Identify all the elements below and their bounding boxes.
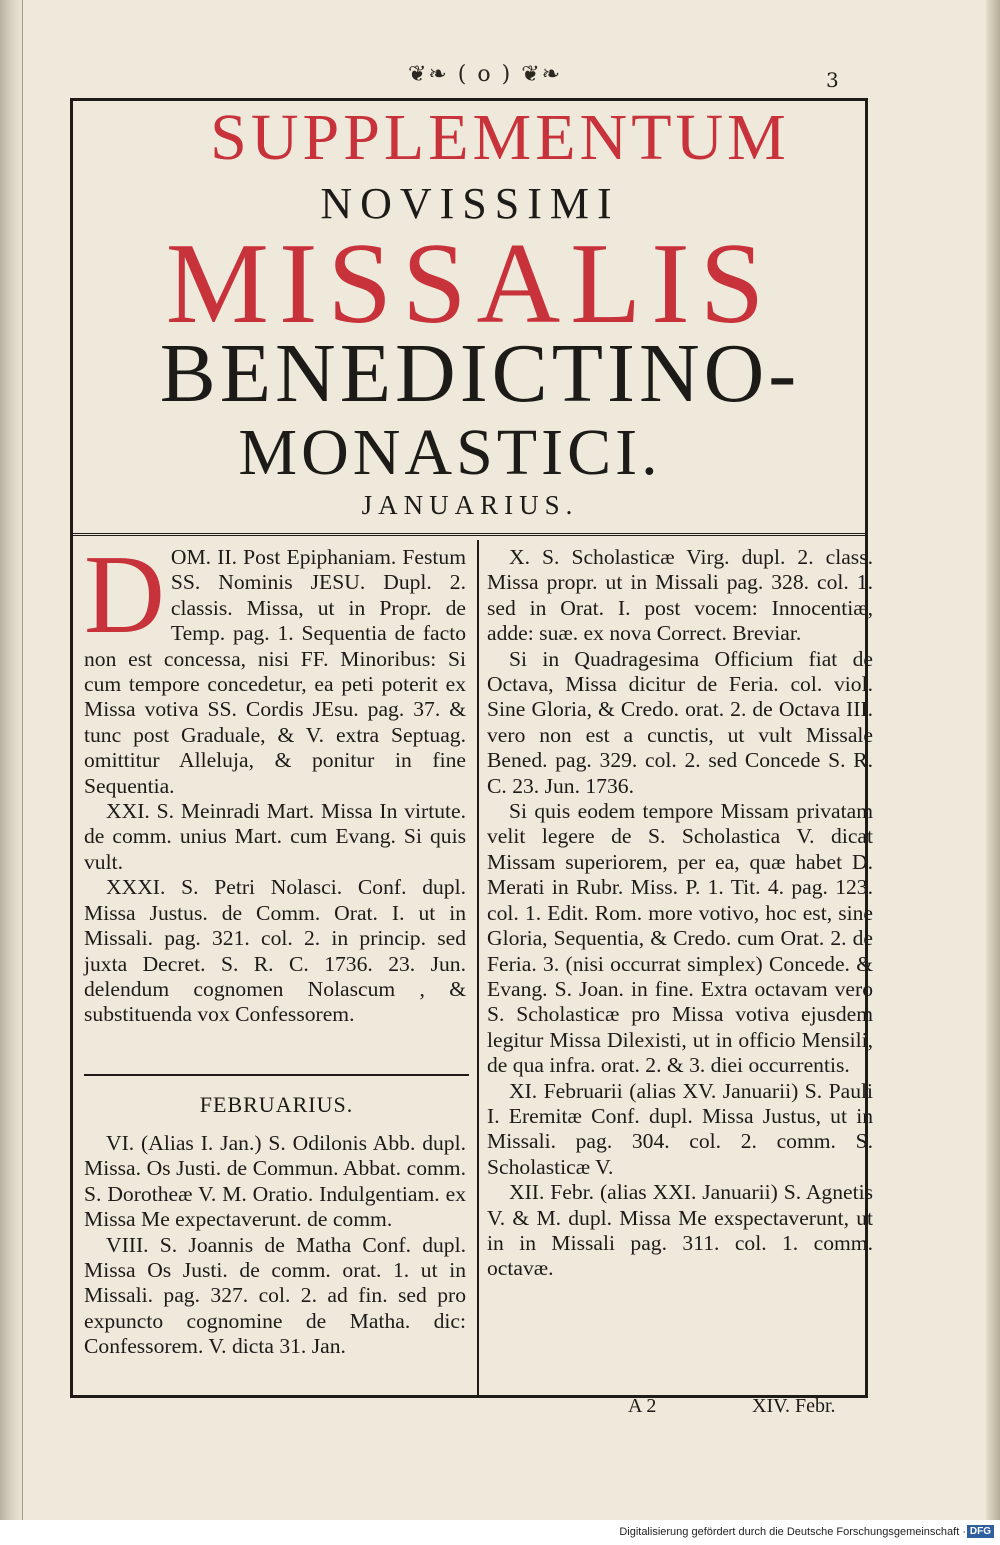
entry-meinradi: XXI. S. Meinradi Mart. Missa In virtute. de comm. unius Mart. cum Evang. Si quis vult. [84,799,466,874]
title-supplementum: SUPPLEMENTUM [210,101,790,174]
entry-agnetis: XII. Febr. (alias XXI. Januarii) S. Agnetis V. & M. dupl. Missa Me exspectaverunt, ut in in Missali pag. 311. col. 1. comm. octavæ. [487,1180,873,1281]
title-monastici: MONASTICI. [238,416,662,489]
section-rule [70,533,868,536]
page-fore-edge [986,0,1000,1520]
entry-missa-privata: Si quis eodem tempore Missam privatam velit legere de S. Scholastica V. dicat Missam superiorem, per ea, quæ habet D. Merati in Rubr. Miss. P. 1. Tit. 4. pag. 123. col. 1. Edit. Rom. more votivo, hoc est, sine Gloria, Sequentia, & Credo. cum Orat. 2. de Feria. 3. (nisi occurrat simplex) Concede. & Evang. S. Joan. in fine. Extra octavam vero S. Scholasticæ pro Missa votiva ejusdem legitur Missa Dilexisti, ut in officio Mensili, de qua infra. orat. 2. & 3. diei occurrentis. [487,799,873,1078]
left-column-februarius [84,1131,466,1360]
dfg-logo: DFG [967,1525,994,1538]
entry-odilonis: VI. (Alias I. Jan.) S. Odilonis Abb. dupl. Missa. Os Justi. de Commun. Abbat. comm. S. Dorotheæ V. M. Oratio. Indulgentiam. ex Missa Me expectaverunt. de comm. [84,1131,466,1232]
entry-dom-ii: OM. II. Post Epiphaniam. Festum SS. Nominis JESU. Dupl. 2. classis. Missa, ut in Propr. de Temp. pag. 1. Sequentia de facto non est concessa, nisi FF. Minoribus: Si cum tempore concedetur, ea peti poterit ex Missa votiva SS. Cordis JEsu. pag. 37. & tunc post Graduale, & V. extra Septuag. omittitur Alleluja, & ponitur in fine Sequentia. [84,545,466,798]
title-benedictino: BENEDICTINO- [159,327,801,420]
right-column [487,545,873,1282]
entry-joannis-de-matha: VIII. S. Joannis de Matha Conf. dupl. Missa Os Justi. de comm. orat. 1. ut in Missali. pag. 327. col. 2. ad fin. sed pro expuncto cognomine de Matha. dic: Confessorem. V. dicta 31. Jan. [84,1232,466,1359]
column-divider [477,540,479,1398]
page-footer [0,1395,1000,1425]
title-missalis: MISSALIS [165,220,775,348]
signature-mark: A 2 [628,1395,657,1417]
februarius-rule [84,1074,469,1076]
catchword: XIV. Febr. [752,1395,836,1417]
title-novissimi: NOVISSIMI [320,179,620,228]
entry-scholasticae: X. S. Scholasticæ Virg. dupl. 2. class. Missa propr. ut in Missali pag. 328. col. 1. sed in Orat. I. post vocem: Innocentiæ, adde: suæ. ex nova Correct. Breviar. [487,545,873,646]
entry-quadragesima: Si in Quadragesima Officium fiat de Octava, Missa dicitur de Feria. col. viol. Sine Gloria, & Credo. orat. 2. de Octava III. vero non est a cunctis, ut vult Missale Bened. pag. 329. col. 2. sed Concede S. R. C. 23. Jun. 1736. [487,646,873,798]
entry-petri-nolasci: XXXI. S. Petri Nolasci. Conf. dupl. Missa Justus. de Comm. Orat. I. ut in Missali. pag. 321. col. 2. in princip. sed juxta Decret. S. R. C. 1736. 23. Jun. delendum cognomen Nolascum , & substituenda vox Confessorem. [84,875,466,1027]
page-number: 3 [826,68,839,92]
header-ornament: ❦❧ ( o ) ❦❧ [407,62,563,87]
drop-cap: D [84,533,165,657]
heading-februarius: FEBRUARIUS. [199,1092,354,1117]
left-column-januarius [84,533,466,1028]
entry-pauli-eremitae: XI. Februarii (alias XV. Januarii) S. Pauli I. Eremitæ Conf. dupl. Missa Justus, ut in Missali. pag. 304. col. 2. comm. S. Scholasticæ V. [487,1078,873,1179]
heading-januarius: JANUARIUS. [361,490,579,520]
digitization-credit: Digitalisierung gefördert durch die Deutsche Forschungsgemeinschaft · [619,1526,966,1538]
page-header [0,58,1000,98]
